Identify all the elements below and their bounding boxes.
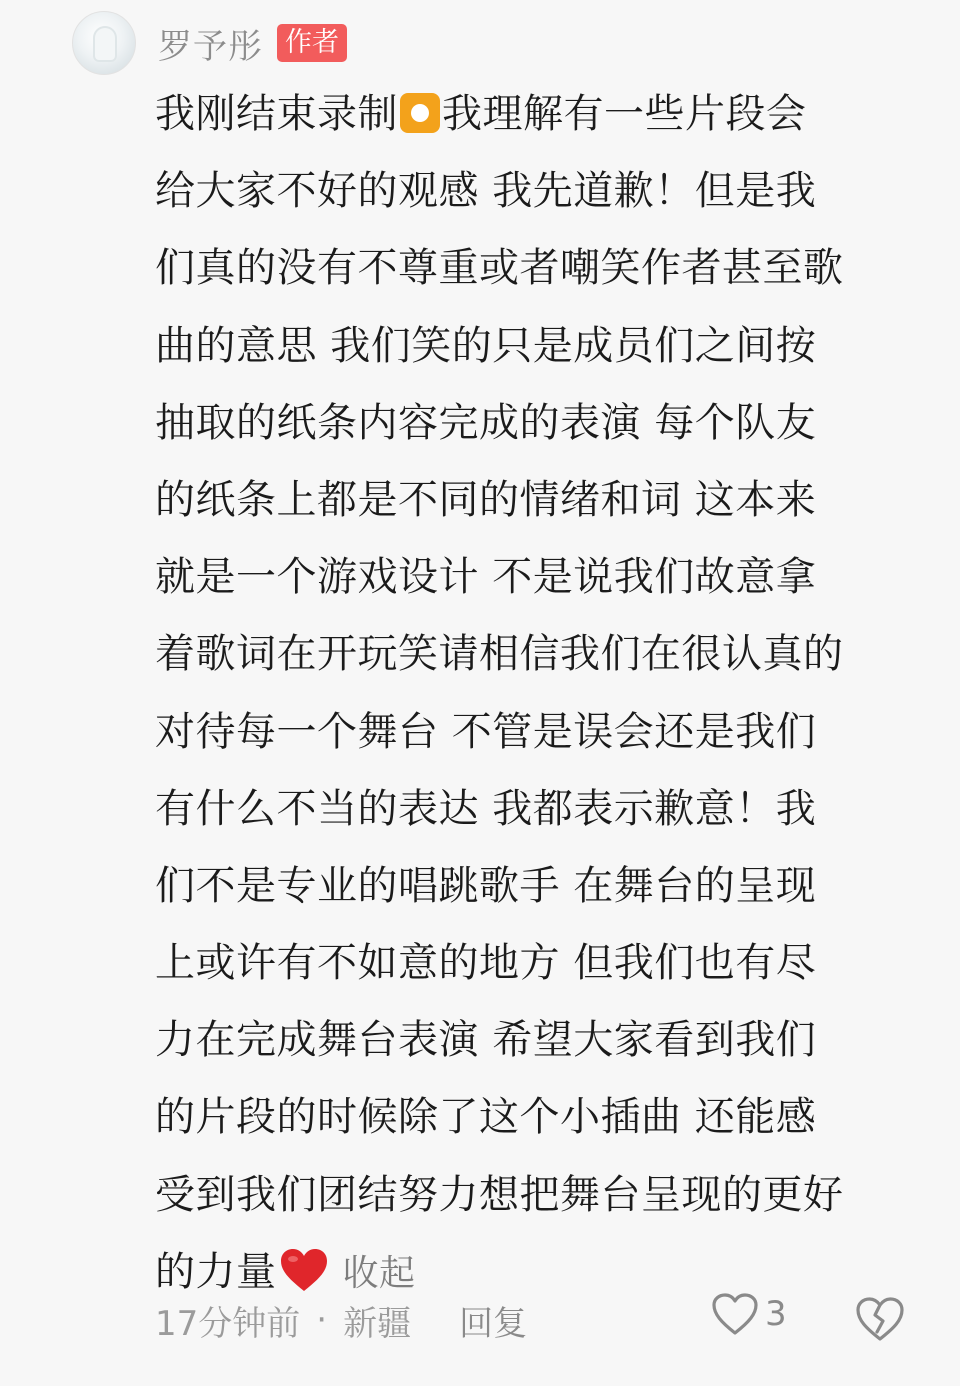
comment-text: 力在完成舞台表演 希望大家看到我们: [155, 1017, 817, 1064]
comment-time: 17分钟前: [155, 1303, 301, 1344]
author-badge: 作者: [277, 24, 347, 62]
comment-footer: [155, 1290, 915, 1350]
comment-text: 们真的没有不尊重或者嘲笑作者甚至歌: [155, 245, 844, 292]
comment-text: 的片段的时候除了这个小插曲 还能感: [155, 1094, 817, 1141]
avatar[interactable]: [72, 11, 136, 75]
comment-text: 的力量: [155, 1248, 277, 1295]
comment-line: [155, 1079, 925, 1156]
comment-text: 曲的意思 我们笑的只是成员们之间按: [155, 322, 817, 369]
broken-heart-outline-icon[interactable]: [855, 1296, 905, 1342]
username[interactable]: 罗予彤: [158, 26, 263, 67]
comment-text: 就是一个游戏设计 不是说我们故意拿: [155, 554, 817, 601]
comment-text: 着歌词在开玩笑请相信我们在很认真的: [155, 631, 844, 678]
separator: ·: [316, 1300, 328, 1340]
comment-text: 有什么不当的表达 我都表示歉意！我: [155, 785, 817, 832]
reply-button[interactable]: 回复: [459, 1303, 528, 1344]
comment-line: [155, 230, 925, 307]
comment-header: [72, 10, 347, 76]
comment-line: [155, 1002, 925, 1079]
comment-line: [155, 153, 925, 230]
comment-line: [155, 1157, 925, 1234]
heart-outline-icon: [711, 1292, 759, 1336]
comment-line: [155, 385, 925, 462]
comment-text: 抽取的纸条内容完成的表演 每个队友: [155, 399, 817, 446]
comment-text: 给大家不好的观感 我先道歉！但是我: [155, 168, 817, 215]
comment-line: [155, 539, 925, 616]
comment-text: 的纸条上都是不同的情绪和词 这本来: [155, 476, 817, 523]
comment-line: [155, 76, 925, 153]
comment-location: 新疆: [343, 1303, 412, 1344]
comment-text: 上或许有不如意的地方 但我们也有尽: [155, 940, 817, 987]
comment-line: [155, 308, 925, 385]
comment-text: 对待每一个舞台 不管是误会还是我们: [155, 708, 817, 755]
comment-body: [155, 76, 925, 1311]
comment-line: [155, 616, 925, 693]
orange-circle-emoji-icon: [400, 93, 440, 133]
comment-line: [155, 925, 925, 1002]
comment-line: [155, 462, 925, 539]
red-heart-emoji-icon: [279, 1247, 329, 1293]
comment-line: [155, 694, 925, 771]
like-count: 3: [765, 1294, 787, 1334]
comment-line: [155, 848, 925, 925]
comment-text: 们不是专业的唱跳歌手 在舞台的呈现: [155, 862, 817, 909]
comment-text: 受到我们团结努力想把舞台呈现的更好: [155, 1171, 844, 1218]
collapse-link[interactable]: 收起: [342, 1252, 416, 1294]
like-button[interactable]: [711, 1292, 787, 1336]
comment-line: [155, 771, 925, 848]
comment-text: 我理解有一些片段会: [442, 91, 807, 137]
comment-text: 我刚结束录制: [155, 91, 398, 137]
avatar-figure: [93, 26, 117, 62]
